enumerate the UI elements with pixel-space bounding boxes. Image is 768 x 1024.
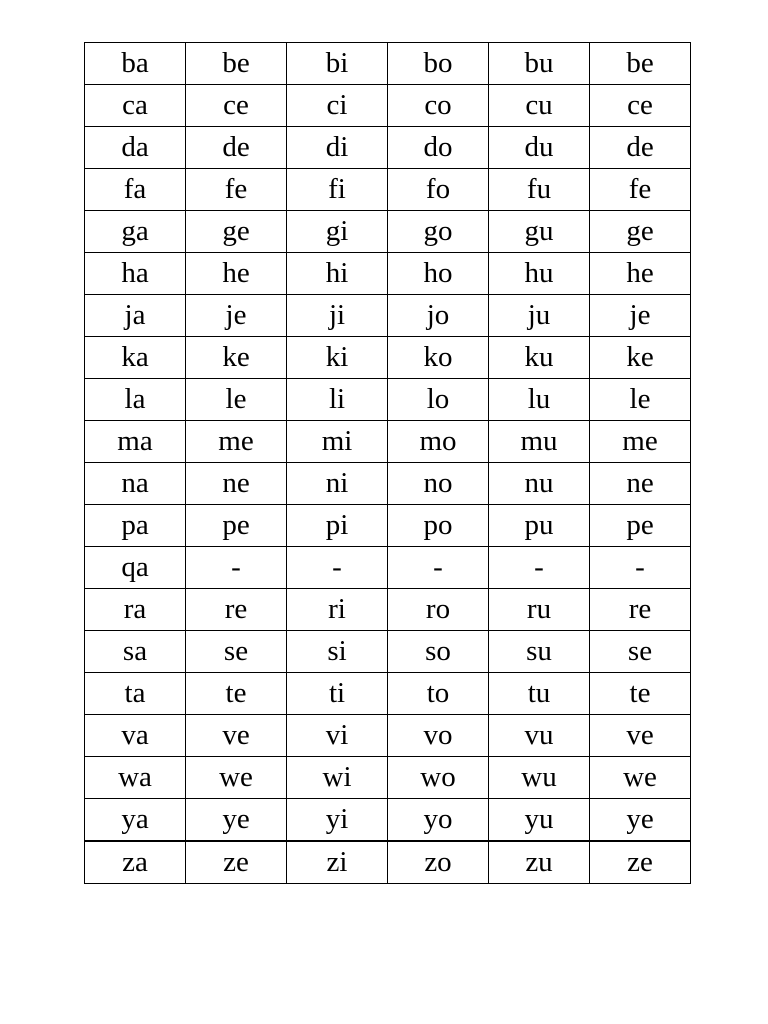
syllable-cell: ce [590, 85, 691, 127]
syllable-cell: ji [287, 295, 388, 337]
syllable-cell: ru [489, 589, 590, 631]
syllable-cell: he [186, 253, 287, 295]
syllable-cell: yu [489, 799, 590, 842]
table-row [85, 463, 691, 505]
syllable-cell: fi [287, 169, 388, 211]
syllable-cell: fa [85, 169, 186, 211]
syllable-cell: pa [85, 505, 186, 547]
syllable-cell: me [590, 421, 691, 463]
syllable-cell: sa [85, 631, 186, 673]
table-row [85, 547, 691, 589]
syllable-cell: ni [287, 463, 388, 505]
syllable-cell: ge [590, 211, 691, 253]
syllable-cell: re [186, 589, 287, 631]
syllable-cell: la [85, 379, 186, 421]
syllable-cell: pu [489, 505, 590, 547]
syllable-cell: ha [85, 253, 186, 295]
syllable-cell: ku [489, 337, 590, 379]
table-row [85, 841, 691, 884]
syllable-cell: di [287, 127, 388, 169]
syllable-cell: va [85, 715, 186, 757]
table-row [85, 169, 691, 211]
table-row [85, 505, 691, 547]
syllable-cell: za [85, 841, 186, 884]
table-row [85, 715, 691, 757]
syllable-cell: ta [85, 673, 186, 715]
syllable-cell: ne [186, 463, 287, 505]
syllable-cell: we [186, 757, 287, 799]
syllable-cell: yi [287, 799, 388, 842]
syllable-cell: ye [186, 799, 287, 842]
syllable-cell: ve [186, 715, 287, 757]
syllable-cell: ka [85, 337, 186, 379]
syllable-cell: tu [489, 673, 590, 715]
syllable-cell: - [388, 547, 489, 589]
syllable-cell: me [186, 421, 287, 463]
syllable-cell: ca [85, 85, 186, 127]
syllable-cell: ze [186, 841, 287, 884]
syllable-cell: ba [85, 43, 186, 85]
syllable-cell: mi [287, 421, 388, 463]
syllable-cell: pe [186, 505, 287, 547]
syllable-table-body [85, 43, 691, 884]
syllable-cell: cu [489, 85, 590, 127]
syllable-cell: vu [489, 715, 590, 757]
syllable-cell: - [489, 547, 590, 589]
syllable-cell: ko [388, 337, 489, 379]
syllable-cell: jo [388, 295, 489, 337]
syllable-cell: ja [85, 295, 186, 337]
syllable-cell: gi [287, 211, 388, 253]
syllable-cell: pe [590, 505, 691, 547]
syllable-cell: vi [287, 715, 388, 757]
syllable-cell: de [186, 127, 287, 169]
syllable-cell: se [590, 631, 691, 673]
syllable-cell: ke [186, 337, 287, 379]
syllable-cell: fe [186, 169, 287, 211]
syllable-cell: ro [388, 589, 489, 631]
syllable-cell: we [590, 757, 691, 799]
syllable-cell: to [388, 673, 489, 715]
syllable-cell: su [489, 631, 590, 673]
syllable-cell: li [287, 379, 388, 421]
table-row [85, 757, 691, 799]
syllable-cell: - [590, 547, 691, 589]
syllable-cell: du [489, 127, 590, 169]
table-row [85, 127, 691, 169]
syllable-cell: ga [85, 211, 186, 253]
syllable-cell: lo [388, 379, 489, 421]
table-row [85, 295, 691, 337]
syllable-cell: ze [590, 841, 691, 884]
syllable-cell: da [85, 127, 186, 169]
syllable-cell: mo [388, 421, 489, 463]
table-row [85, 211, 691, 253]
syllable-cell: - [186, 547, 287, 589]
syllable-cell: hi [287, 253, 388, 295]
syllable-cell: se [186, 631, 287, 673]
syllable-cell: yo [388, 799, 489, 842]
syllable-cell: ya [85, 799, 186, 842]
table-row [85, 85, 691, 127]
syllable-cell: bi [287, 43, 388, 85]
syllable-cell: na [85, 463, 186, 505]
syllable-cell: si [287, 631, 388, 673]
syllable-cell: je [186, 295, 287, 337]
syllable-cell: vo [388, 715, 489, 757]
syllable-cell: fo [388, 169, 489, 211]
syllable-cell: ho [388, 253, 489, 295]
syllable-cell: ra [85, 589, 186, 631]
syllable-cell: ki [287, 337, 388, 379]
syllable-cell: - [287, 547, 388, 589]
syllable-cell: do [388, 127, 489, 169]
syllable-cell: te [590, 673, 691, 715]
table-row [85, 631, 691, 673]
syllable-cell: bo [388, 43, 489, 85]
table-row [85, 421, 691, 463]
syllable-cell: de [590, 127, 691, 169]
syllable-table [84, 42, 691, 884]
syllable-cell: qa [85, 547, 186, 589]
syllable-cell: re [590, 589, 691, 631]
syllable-cell: ne [590, 463, 691, 505]
syllable-cell: ri [287, 589, 388, 631]
syllable-cell: te [186, 673, 287, 715]
syllable-cell: ce [186, 85, 287, 127]
syllable-cell: gu [489, 211, 590, 253]
syllable-cell: ge [186, 211, 287, 253]
syllable-cell: be [186, 43, 287, 85]
syllable-cell: ve [590, 715, 691, 757]
syllable-cell: wu [489, 757, 590, 799]
syllable-cell: ti [287, 673, 388, 715]
table-row [85, 43, 691, 85]
syllable-cell: zo [388, 841, 489, 884]
syllable-cell: ju [489, 295, 590, 337]
syllable-cell: nu [489, 463, 590, 505]
table-row [85, 337, 691, 379]
syllable-cell: fu [489, 169, 590, 211]
syllable-cell: po [388, 505, 489, 547]
syllable-cell: wi [287, 757, 388, 799]
syllable-cell: he [590, 253, 691, 295]
syllable-cell: ye [590, 799, 691, 842]
syllable-cell: ma [85, 421, 186, 463]
syllable-cell: fe [590, 169, 691, 211]
syllable-cell: ci [287, 85, 388, 127]
table-row [85, 799, 691, 842]
syllable-cell: mu [489, 421, 590, 463]
syllable-cell: pi [287, 505, 388, 547]
table-row [85, 673, 691, 715]
syllable-cell: go [388, 211, 489, 253]
syllable-cell: lu [489, 379, 590, 421]
syllable-cell: le [186, 379, 287, 421]
syllable-cell: wo [388, 757, 489, 799]
syllable-cell: no [388, 463, 489, 505]
syllable-cell: be [590, 43, 691, 85]
table-row [85, 379, 691, 421]
syllable-cell: zu [489, 841, 590, 884]
syllable-cell: ke [590, 337, 691, 379]
syllable-cell: wa [85, 757, 186, 799]
syllable-cell: so [388, 631, 489, 673]
syllable-cell: je [590, 295, 691, 337]
syllable-cell: le [590, 379, 691, 421]
syllable-cell: hu [489, 253, 590, 295]
syllable-cell: co [388, 85, 489, 127]
table-row [85, 253, 691, 295]
syllable-cell: bu [489, 43, 590, 85]
table-row [85, 589, 691, 631]
syllable-cell: zi [287, 841, 388, 884]
